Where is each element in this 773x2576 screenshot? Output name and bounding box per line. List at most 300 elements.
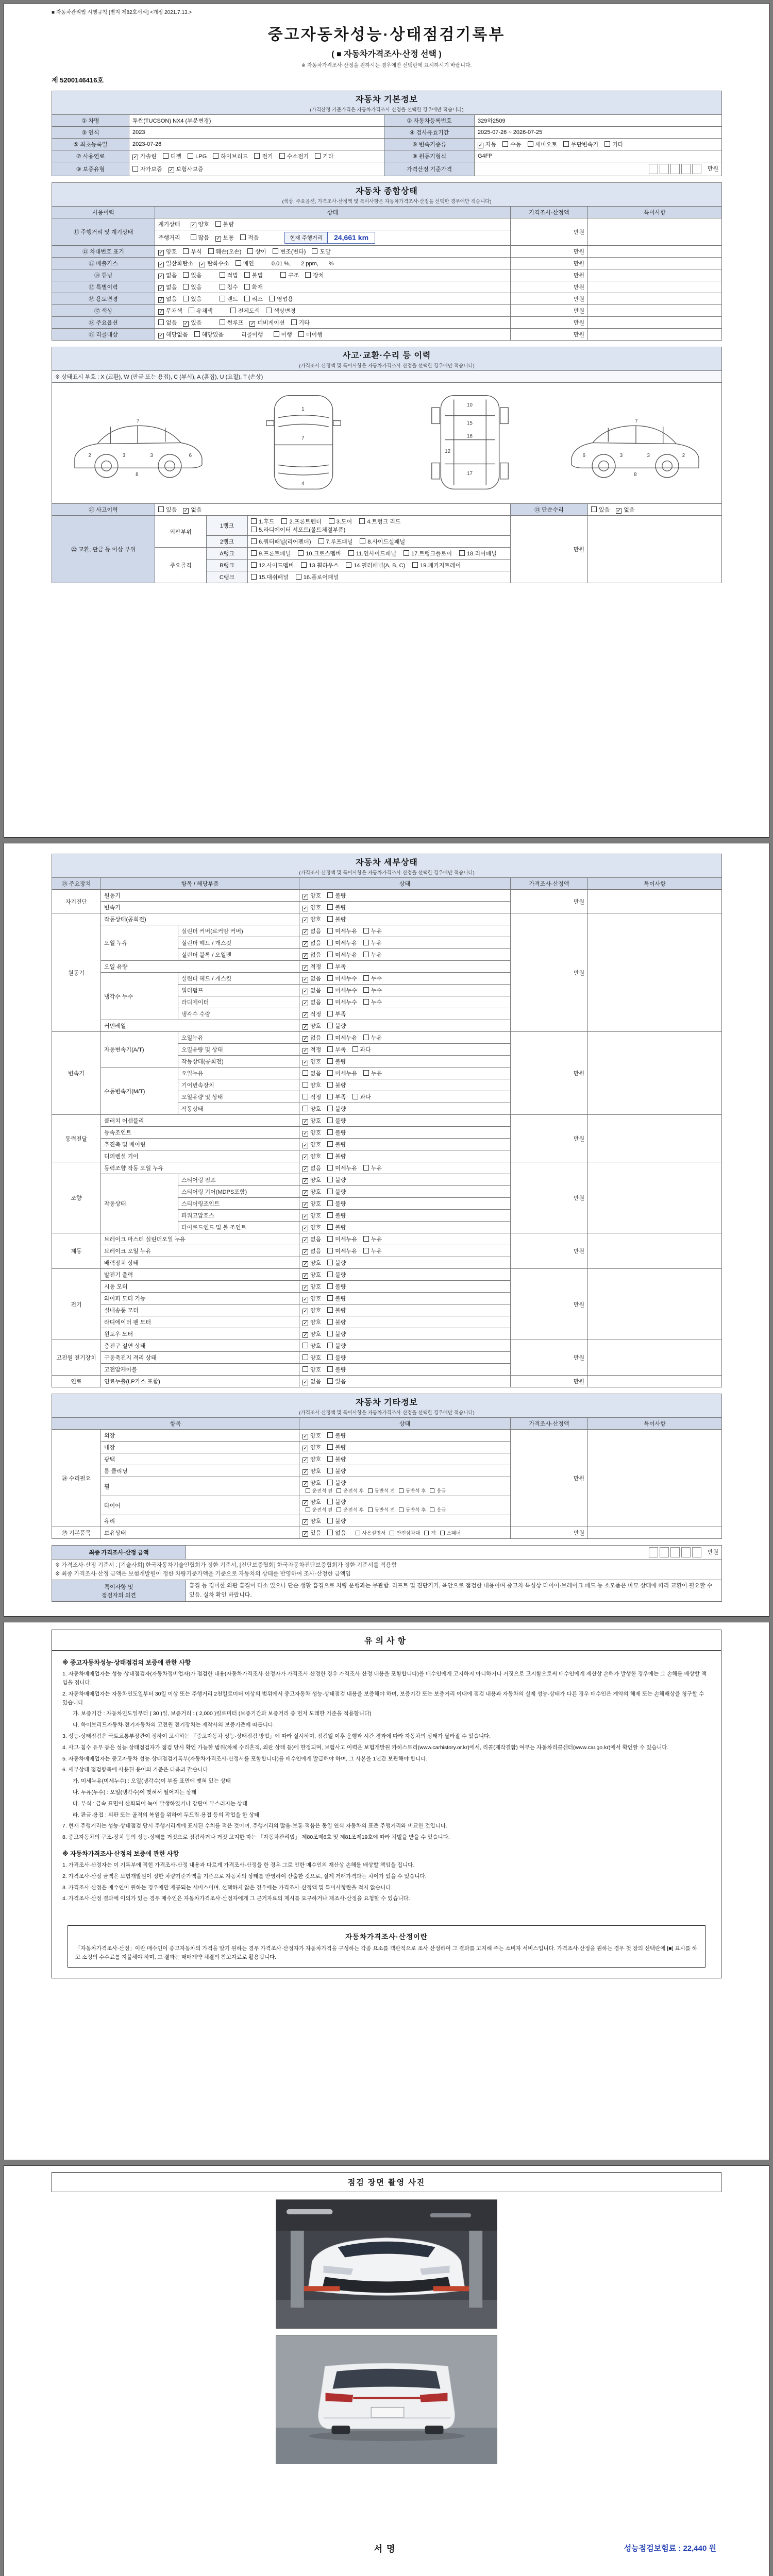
checkbox-option[interactable] <box>273 247 306 256</box>
checkbox-option[interactable] <box>303 1330 321 1338</box>
checkbox-option[interactable] <box>303 903 321 911</box>
checkbox-option[interactable] <box>327 1270 346 1279</box>
option-label: 미세누유 <box>335 1071 357 1077</box>
checkbox-option[interactable] <box>158 505 177 514</box>
accident-history-table <box>52 347 722 583</box>
checkbox-option[interactable] <box>306 1506 332 1513</box>
checkbox-option[interactable] <box>363 1235 382 1243</box>
checkbox-unchecked-icon <box>363 1165 369 1171</box>
checkbox-option[interactable] <box>327 1431 346 1439</box>
checkbox-option[interactable] <box>363 1247 382 1255</box>
checkbox-option[interactable] <box>327 1294 346 1302</box>
checkbox-unchecked-icon <box>303 1082 308 1088</box>
checkbox-option[interactable] <box>213 152 248 160</box>
checkbox-option[interactable] <box>303 962 321 971</box>
checkbox-option[interactable] <box>303 1306 321 1314</box>
option-label: 부족 <box>335 1047 346 1053</box>
checkbox-unchecked-icon <box>327 1082 333 1088</box>
checkbox-option[interactable] <box>220 318 244 327</box>
checkbox-unchecked-icon <box>244 272 250 278</box>
checkbox-option[interactable] <box>220 271 238 279</box>
checkbox-checked-icon: ✓ <box>303 1190 308 1196</box>
checkbox-option[interactable] <box>303 1431 321 1439</box>
checkbox-option[interactable] <box>188 153 207 160</box>
checkbox-option[interactable] <box>132 152 157 160</box>
inline-label: 리콜이행 <box>241 332 263 338</box>
checkbox-option[interactable] <box>363 998 382 1006</box>
table-cell <box>299 1103 511 1115</box>
checkbox-option[interactable] <box>390 1529 420 1536</box>
checkbox-option[interactable] <box>604 140 623 148</box>
option-label: 불량 <box>335 1106 346 1112</box>
checkbox-option[interactable] <box>303 1188 321 1196</box>
checkbox-option[interactable] <box>327 1188 346 1196</box>
checkbox-option[interactable] <box>251 537 311 546</box>
checkbox-option[interactable] <box>327 1116 346 1125</box>
currency-unit: 만원 <box>707 1549 718 1555</box>
checkbox-option[interactable] <box>163 152 181 160</box>
option-label: 불량 <box>335 1154 346 1160</box>
checkbox-option[interactable] <box>132 165 162 173</box>
checkbox-option[interactable] <box>158 247 177 256</box>
checkbox-option[interactable] <box>327 1081 346 1089</box>
checkbox-option[interactable] <box>281 517 321 526</box>
checkbox-option[interactable] <box>303 891 321 900</box>
checkbox-option[interactable] <box>303 1057 321 1065</box>
checkbox-option[interactable] <box>303 1069 321 1077</box>
checkbox-option[interactable] <box>298 330 323 338</box>
checkbox-option[interactable] <box>327 1105 346 1113</box>
price-cell: 만원 <box>511 281 588 293</box>
option-label: 누수 <box>371 976 382 982</box>
checkbox-unchecked-icon <box>327 1260 333 1265</box>
checkbox-option[interactable] <box>363 951 382 959</box>
checkbox-option[interactable] <box>183 505 201 514</box>
checkbox-option[interactable] <box>327 1443 346 1451</box>
checkbox-option[interactable] <box>303 1010 321 1018</box>
checkbox-option[interactable] <box>327 1164 357 1172</box>
checkbox-option[interactable] <box>399 1487 426 1494</box>
checkbox-option[interactable] <box>327 998 357 1006</box>
checkbox-option[interactable] <box>327 1479 346 1487</box>
checkbox-option[interactable] <box>208 247 242 256</box>
checkbox-option[interactable] <box>230 307 260 315</box>
checkbox-option[interactable] <box>249 318 284 327</box>
option-label: 응급 <box>436 1488 446 1494</box>
checkbox-option[interactable] <box>368 1487 395 1494</box>
checkbox-option[interactable] <box>303 1235 321 1243</box>
checkbox-option[interactable] <box>327 1010 346 1018</box>
checkbox-option[interactable] <box>251 573 289 581</box>
checkbox-option[interactable] <box>327 1069 357 1077</box>
checkbox-option[interactable] <box>183 271 201 279</box>
checkbox-option[interactable] <box>303 951 321 959</box>
checkbox-option[interactable] <box>303 1164 321 1172</box>
option-label: 상이 <box>255 249 266 255</box>
checkbox-option[interactable] <box>337 1506 363 1513</box>
checkbox-option[interactable] <box>303 1353 321 1362</box>
checkbox-option[interactable] <box>291 318 310 327</box>
checkbox-option[interactable] <box>158 271 177 279</box>
option-label: 도말 <box>320 249 331 255</box>
checkbox-option[interactable] <box>478 140 496 148</box>
option-label: 있음 <box>191 284 202 291</box>
checkbox-option[interactable] <box>327 1517 346 1525</box>
table-cell <box>248 536 511 548</box>
table-cell <box>299 1044 511 1056</box>
checkbox-option[interactable] <box>327 951 357 959</box>
checkbox-option[interactable] <box>327 1455 346 1463</box>
device-group-label: 원동기 <box>52 913 101 1032</box>
option-label: 하이브리드 <box>221 154 248 160</box>
checkbox-option[interactable] <box>303 1467 321 1475</box>
checkbox-option[interactable] <box>327 962 346 971</box>
checkbox-unchecked-icon <box>132 166 138 172</box>
checkbox-option[interactable] <box>251 517 274 526</box>
checkbox-option[interactable] <box>404 549 452 557</box>
checkbox-option[interactable] <box>220 295 238 303</box>
checkbox-checked-icon: ✓ <box>159 333 163 338</box>
checkbox-option[interactable] <box>303 998 321 1006</box>
checkbox-option[interactable] <box>327 903 346 911</box>
checkbox-checked-icon: ✓ <box>303 1119 308 1125</box>
checkbox-unchecked-icon <box>528 141 533 147</box>
checkbox-option[interactable] <box>303 1105 321 1113</box>
checkbox-option[interactable] <box>327 1247 357 1255</box>
price-cell: 만원 <box>511 1233 588 1269</box>
checkbox-option[interactable] <box>183 247 201 256</box>
checkbox-option[interactable] <box>327 1365 346 1374</box>
checkbox-option[interactable] <box>363 939 382 947</box>
option-label: 양호 <box>310 1445 322 1451</box>
checkbox-option[interactable] <box>303 1479 321 1487</box>
checkbox-unchecked-icon <box>215 221 221 227</box>
checkbox-option[interactable] <box>459 549 497 557</box>
checkbox-option[interactable] <box>327 1353 346 1362</box>
option-label: 해당없음 <box>166 332 188 338</box>
checkbox-option[interactable] <box>169 165 204 173</box>
checkbox-option[interactable] <box>296 573 339 581</box>
checkbox-option[interactable] <box>327 1211 346 1219</box>
checkbox-option[interactable] <box>502 140 521 148</box>
checkbox-option[interactable] <box>269 295 293 303</box>
checkbox-option[interactable] <box>158 307 182 315</box>
checkbox-option[interactable] <box>346 561 405 569</box>
checkbox-option[interactable] <box>194 330 224 338</box>
inspector-opinion-row <box>52 1580 722 1602</box>
checkbox-option[interactable] <box>327 1057 346 1065</box>
device-group-label: 자기진단 <box>52 890 101 913</box>
checkbox-option[interactable] <box>303 915 321 923</box>
checkbox-option[interactable] <box>215 233 234 242</box>
checkbox-option[interactable] <box>412 561 461 569</box>
option-label: 부족 <box>335 1094 346 1100</box>
checkbox-option[interactable] <box>303 1259 321 1267</box>
checkbox-option[interactable] <box>303 1455 321 1463</box>
option-group <box>356 1529 465 1536</box>
checkbox-option[interactable] <box>528 140 558 148</box>
checkbox-option[interactable] <box>191 220 209 228</box>
checkbox-option[interactable] <box>303 1128 321 1137</box>
field-label: ⑥ 변속기종류 <box>384 139 475 150</box>
checkbox-option[interactable] <box>158 295 177 303</box>
table-cell <box>155 504 511 516</box>
checkbox-option[interactable] <box>430 1506 446 1513</box>
checkbox-option[interactable] <box>303 1176 321 1184</box>
checkbox-option[interactable] <box>327 1529 346 1537</box>
checkbox-option[interactable] <box>199 259 229 267</box>
checkbox-option[interactable] <box>327 1128 346 1137</box>
checkbox-option[interactable] <box>303 986 321 994</box>
checkbox-option[interactable] <box>363 1033 382 1042</box>
checkbox-option[interactable] <box>306 1487 332 1494</box>
checkbox-option[interactable] <box>279 152 309 160</box>
option-label: 양호 <box>310 1118 322 1124</box>
checkbox-option[interactable] <box>303 1116 321 1125</box>
column-header: 상태 <box>299 878 511 890</box>
checkbox-option[interactable] <box>303 1529 321 1537</box>
table-cell: 실린더 헤드 / 개스킷 <box>178 973 299 985</box>
checkbox-option[interactable] <box>236 259 254 267</box>
checkbox-option[interactable] <box>327 915 346 923</box>
option-group <box>220 295 299 303</box>
checkbox-option[interactable] <box>303 1342 321 1350</box>
checkbox-option[interactable] <box>303 1081 321 1089</box>
option-label: 무채색 <box>166 308 182 314</box>
checkbox-option[interactable] <box>327 986 357 994</box>
checkbox-option[interactable] <box>303 1282 321 1291</box>
checkbox-option[interactable] <box>303 1318 321 1326</box>
checkbox-option[interactable] <box>183 318 201 327</box>
checkbox-option[interactable] <box>363 927 382 935</box>
checkbox-option[interactable] <box>360 537 405 546</box>
checkbox-checked-icon: ✓ <box>303 1458 308 1463</box>
checkbox-option[interactable] <box>303 1140 321 1148</box>
checkbox-option[interactable] <box>356 1529 386 1536</box>
checkbox-checked-icon: ✓ <box>303 1131 308 1137</box>
table-row <box>52 162 722 176</box>
column-header: 항목 <box>52 1418 299 1430</box>
checkbox-option[interactable] <box>363 1164 382 1172</box>
checkbox-option[interactable] <box>352 1093 371 1101</box>
table-cell: 광택 <box>101 1453 299 1465</box>
checkbox-option[interactable] <box>303 927 321 935</box>
checkbox-option[interactable] <box>327 1377 346 1385</box>
checkbox-unchecked-icon <box>363 975 369 981</box>
option-label: 불량 <box>335 1130 346 1136</box>
checkbox-option[interactable] <box>301 561 339 569</box>
svg-text:15: 15 <box>466 420 473 427</box>
checkbox-option[interactable] <box>158 283 177 291</box>
checkbox-option[interactable] <box>327 1467 346 1475</box>
checkbox-option[interactable] <box>327 1033 357 1042</box>
checkbox-option[interactable] <box>327 1306 346 1314</box>
checkbox-option[interactable] <box>329 517 352 526</box>
checkbox-option[interactable] <box>158 330 188 338</box>
price-survey-select[interactable]: ( ■ 자동차가격조사·산정 선택 ) <box>331 50 442 59</box>
checkbox-option[interactable] <box>191 233 209 242</box>
checkbox-checked-icon: ✓ <box>303 1261 308 1267</box>
checkbox-option[interactable] <box>158 259 193 267</box>
checkbox-option[interactable] <box>363 974 382 982</box>
checkbox-option[interactable] <box>327 1342 346 1350</box>
checkbox-option[interactable] <box>363 986 382 994</box>
checkbox-option[interactable] <box>189 307 213 315</box>
checkbox-option[interactable] <box>430 1487 446 1494</box>
checkbox-unchecked-icon <box>303 1094 308 1099</box>
final-price-value <box>186 1546 722 1560</box>
checkbox-option[interactable] <box>303 1093 321 1101</box>
checkbox-option[interactable] <box>303 939 321 947</box>
option-label: 적정 <box>310 1047 322 1053</box>
checkbox-option[interactable] <box>305 271 324 279</box>
checkbox-option[interactable] <box>327 939 357 947</box>
checkbox-option[interactable] <box>327 1140 346 1148</box>
checkbox-option[interactable] <box>424 1529 435 1536</box>
checkbox-option[interactable] <box>244 295 263 303</box>
checkbox-option[interactable] <box>348 549 396 557</box>
checkbox-option[interactable] <box>327 1259 346 1267</box>
device-group-label: 연료 <box>52 1376 101 1387</box>
checkbox-option[interactable] <box>616 505 634 514</box>
table-row <box>52 329 722 341</box>
checkbox-option[interactable] <box>254 152 273 160</box>
checkbox-option[interactable] <box>327 927 357 935</box>
checkbox-unchecked-icon <box>298 331 304 337</box>
checkbox-option[interactable] <box>303 1517 321 1525</box>
table-cell <box>299 1210 511 1222</box>
checkbox-option[interactable] <box>244 283 263 291</box>
checkbox-option[interactable] <box>298 549 341 557</box>
remark-cell <box>588 890 722 913</box>
checkbox-option[interactable] <box>399 1506 426 1513</box>
option-label: 운전석 후 <box>343 1507 364 1513</box>
checkbox-option[interactable] <box>327 1093 346 1101</box>
checkbox-option[interactable] <box>303 1199 321 1208</box>
checkbox-option[interactable] <box>303 1152 321 1160</box>
checkbox-option[interactable] <box>220 283 238 291</box>
checkbox-option[interactable] <box>327 1152 346 1160</box>
option-label: 동반석 전 <box>374 1488 395 1494</box>
option-label: 누유 <box>371 1035 382 1041</box>
checkbox-option[interactable] <box>266 307 296 315</box>
checkbox-checked-icon: ✓ <box>216 236 221 242</box>
checkbox-option[interactable] <box>303 1022 321 1030</box>
checkbox-option[interactable] <box>303 1270 321 1279</box>
option-label: 전체도색 <box>238 308 260 314</box>
checkbox-option[interactable] <box>303 1211 321 1219</box>
checkbox-option[interactable] <box>327 1022 346 1030</box>
option-label: 이행 <box>281 332 292 338</box>
page-1 <box>4 3 769 838</box>
checkbox-option[interactable] <box>303 1443 321 1451</box>
checkbox-option[interactable] <box>158 318 177 327</box>
checkbox-option[interactable] <box>368 1506 395 1513</box>
checkbox-option[interactable] <box>327 1498 346 1506</box>
checkbox-option[interactable] <box>327 1199 346 1208</box>
checkbox-option[interactable] <box>303 1033 321 1042</box>
checkbox-option[interactable] <box>327 974 357 982</box>
checkbox-option[interactable] <box>240 233 259 242</box>
checkbox-unchecked-icon <box>303 1070 308 1076</box>
checkbox-option[interactable] <box>183 295 201 303</box>
option-label: 2.프론트펜더 <box>289 519 322 525</box>
checkbox-option[interactable] <box>280 271 299 279</box>
checkbox-unchecked-icon <box>280 272 286 278</box>
checkbox-option[interactable] <box>327 1282 346 1291</box>
checkbox-option[interactable] <box>327 1235 357 1243</box>
checkbox-option[interactable] <box>591 505 610 514</box>
checkbox-option[interactable] <box>337 1487 363 1494</box>
table-cell: 와이퍼 모터 기능 <box>101 1293 299 1304</box>
remark-cell <box>588 269 722 281</box>
checkbox-option[interactable] <box>327 1318 346 1326</box>
checkbox-option[interactable] <box>327 891 346 900</box>
checkbox-option[interactable] <box>352 1045 371 1054</box>
checkbox-option[interactable] <box>563 140 598 148</box>
checkbox-option[interactable] <box>244 271 263 279</box>
checkbox-option[interactable] <box>303 1223 321 1231</box>
checkbox-option[interactable] <box>318 537 353 546</box>
checkbox-option[interactable] <box>251 526 345 534</box>
checkbox-option[interactable] <box>303 1294 321 1302</box>
checkbox-option[interactable] <box>274 330 292 338</box>
checkbox-option[interactable] <box>183 283 201 291</box>
checkbox-option[interactable] <box>327 1223 346 1231</box>
checkbox-option[interactable] <box>303 1247 321 1255</box>
option-label: 불량 <box>335 1059 346 1065</box>
checkbox-option[interactable] <box>303 974 321 982</box>
checkbox-option[interactable] <box>327 1330 346 1338</box>
checkbox-option[interactable] <box>251 549 291 557</box>
checkbox-option[interactable] <box>359 517 400 526</box>
checkbox-option[interactable] <box>303 1365 321 1374</box>
final-price-label: 최종 가격조사·산정 금액 <box>52 1546 186 1560</box>
option-group <box>158 283 208 291</box>
table-cell: 작동상태(공회전) <box>101 913 299 925</box>
table-cell <box>299 1257 511 1269</box>
transmission-options <box>475 139 722 150</box>
checkbox-option[interactable] <box>303 1045 321 1054</box>
option-label: 과다 <box>360 1094 371 1100</box>
checkbox-option[interactable] <box>440 1529 461 1536</box>
checkbox-option[interactable] <box>312 247 330 256</box>
checkbox-option[interactable] <box>327 1176 346 1184</box>
table-cell: 유리 <box>101 1515 299 1527</box>
table-cell <box>155 269 511 281</box>
price-definition-box <box>68 1925 705 1968</box>
checkbox-option[interactable] <box>327 1045 346 1054</box>
table-cell <box>155 281 511 293</box>
checkbox-option[interactable] <box>247 247 266 256</box>
option-label: 불량 <box>335 1308 346 1314</box>
checkbox-option[interactable] <box>251 561 294 569</box>
option-label: 8.사이드실패널 <box>367 539 406 545</box>
checkbox-option[interactable] <box>303 1498 321 1506</box>
checkbox-unchecked-icon <box>244 284 250 290</box>
checkbox-option[interactable] <box>215 220 234 228</box>
remark-cell <box>588 329 722 341</box>
option-label: 17.트렁크플로어 <box>411 551 452 557</box>
option-label: 3.도어 <box>336 519 352 525</box>
option-label: 응급 <box>436 1507 446 1513</box>
checkbox-option[interactable] <box>303 1377 321 1385</box>
checkbox-option[interactable] <box>315 152 333 160</box>
checkbox-option[interactable] <box>363 1069 382 1077</box>
option-label: 없음 <box>310 976 322 982</box>
remark-cell <box>588 317 722 329</box>
inspection-photo-rear-view <box>276 2335 497 2464</box>
